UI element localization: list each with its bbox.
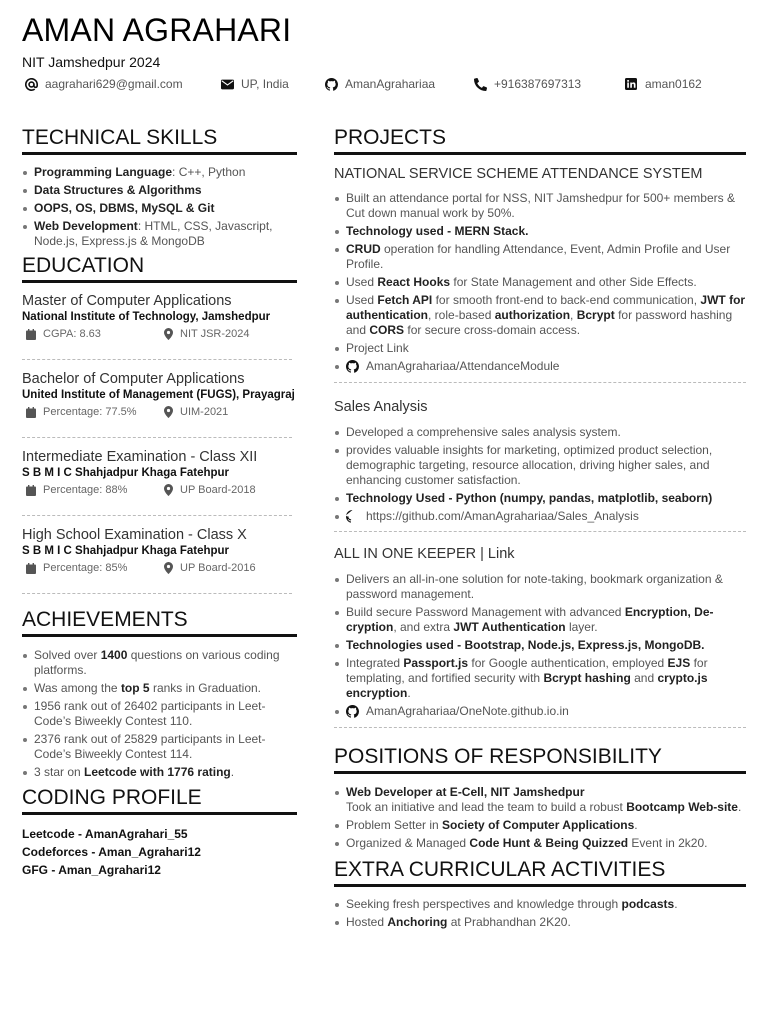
section-title: ACHIEVEMENTS (22, 608, 188, 631)
list-item: 3 star on Leetcode with 1776 rating. (22, 765, 297, 780)
section-rule (22, 152, 297, 155)
positions-section (334, 744, 746, 851)
map-marker-icon (164, 406, 173, 418)
coding-profile-codeforces: Codeforces - Aman_Agrahari12 (22, 845, 201, 859)
contact-location-text: UP, India (241, 77, 289, 91)
left-column (22, 125, 297, 879)
list-item: provides valuable insights for marketing, optimized product selection, demographic targeting, resource allocation, driving higher sales, and enhancing customer satisfaction. (334, 443, 746, 488)
calendar-icon (26, 329, 36, 340)
projects-section (334, 125, 746, 728)
edu-institute: National Institute of Technology, Jamshedpur (22, 311, 271, 323)
list-item: Project Link (334, 341, 746, 356)
list-item: Build secure Password Management with advanced Encryption, De-cryption, and extra JWT Authentication layer. (334, 605, 746, 635)
list-item: Was among the top 5 ranks in Graduation. (22, 681, 297, 696)
list-item: Data Structures & Algorithms (22, 183, 297, 198)
edu-place: UIM-2021 (164, 406, 228, 418)
list-item: Web Development: HTML, CSS, Javascript, Node.js, Express.js & MongoDB (22, 219, 297, 249)
map-marker-icon (164, 328, 173, 340)
list-item: 2376 rank out of 25829 participants in Leet-Code’s Biweekly Contest 114. (22, 732, 297, 762)
phone-icon (473, 77, 487, 91)
list-item: OOPS, OS, DBMS, MySQL & Git (22, 201, 297, 216)
edu-degree: Bachelor of Computer Applications (22, 371, 245, 387)
coding-profile-section (22, 785, 297, 879)
edu-score: Percentage: 88% (26, 484, 127, 496)
list-item: Integrated Passport.js for Google authentication, employed EJS for templating, and fortified security with Bcrypt hashing and crypto.js encryption. (334, 656, 746, 701)
linkedin-icon (624, 77, 638, 91)
divider (22, 359, 292, 360)
envelope-icon (220, 77, 234, 91)
list-item: Technology used - MERN Stack. (334, 224, 746, 239)
edu-institute: United Institute of Management (FUGS), Prayagraj (22, 389, 295, 401)
skills-list (22, 165, 297, 249)
right-column (334, 125, 746, 933)
contact-github[interactable] (324, 76, 435, 92)
list-item: Used React Hooks for State Management and other Side Effects. (334, 275, 746, 290)
education-entry (22, 370, 297, 431)
calendar-icon (26, 485, 36, 496)
edu-institute: S B M I C Shahjadpur Khaga Fatehpur (22, 545, 230, 557)
extra-curricular-section (334, 857, 746, 930)
section-rule (334, 771, 746, 774)
section-rule (22, 634, 297, 637)
github-icon (324, 77, 338, 91)
project-entry (334, 545, 746, 719)
calendar-icon (26, 563, 36, 574)
education-entry (22, 292, 297, 353)
list-item: Organized & Managed Code Hunt & Being Quizzed Event in 2k20. (334, 836, 746, 851)
contact-location (220, 76, 289, 92)
at-icon (24, 77, 38, 91)
github-icon (346, 360, 359, 373)
section-rule (334, 884, 746, 887)
list-item: Programming Language: C++, Python (22, 165, 297, 180)
list-item: Technology Used - Python (numpy, pandas, matplotlib, seaborn) (334, 491, 746, 506)
section-title: EXTRA CURRICULAR ACTIVITIES (334, 858, 666, 881)
coding-profile-leetcode: Leetcode - AmanAgrahari_55 (22, 827, 188, 841)
achievements-section (22, 607, 297, 780)
list-item: Solved over 1400 questions on various coding platforms. (22, 648, 297, 678)
divider (22, 515, 292, 516)
section-rule (22, 280, 297, 283)
edu-institute: S B M I C Shahjadpur Khaga Fatehpur (22, 467, 230, 479)
section-title: POSITIONS OF RESPONSIBILITY (334, 745, 662, 768)
education-section (22, 253, 297, 594)
skills-section (22, 125, 297, 249)
calendar-icon (26, 407, 36, 418)
project-entry (334, 165, 746, 374)
contact-phone[interactable] (473, 76, 581, 92)
list-item: 1956 rank out of 26402 participants in Leet-Code’s Biweekly Contest 110. (22, 699, 297, 729)
divider (22, 437, 292, 438)
achievements-list (22, 648, 297, 780)
project-title: NATIONAL SERVICE SCHEME ATTENDANCE SYSTEM (334, 166, 703, 182)
edu-degree: Intermediate Examination - Class XII (22, 449, 258, 465)
contact-github-text: AmanAgrahariaa (345, 77, 436, 91)
divider (334, 531, 746, 532)
contact-email-text: aagrahari629@gmail.com (45, 77, 183, 91)
resume-subtitle: NIT Jamshedpur 2024 (22, 54, 161, 70)
github-icon (346, 510, 359, 523)
resume-name: AMAN AGRAHARI (22, 12, 292, 48)
project-link[interactable]: AmanAgrahariaa/OneNote.github.io.in (334, 704, 746, 719)
edu-degree: High School Examination - Class X (22, 527, 247, 543)
education-entry (22, 526, 297, 587)
list-item: Delivers an all-in-one solution for note-taking, bookmark organization & password management. (334, 572, 746, 602)
edu-score: Percentage: 85% (26, 562, 127, 574)
edu-place: NIT JSR-2024 (164, 328, 250, 340)
project-title: Sales Analysis (334, 399, 428, 415)
divider (22, 593, 292, 594)
list-item: Seeking fresh perspectives and knowledge through podcasts. (334, 897, 746, 912)
project-entry (334, 398, 746, 524)
contact-linkedin-text: aman0162 (645, 77, 702, 91)
list-item: Web Developer at E-Cell, NIT Jamshedpur Took an initiative and lead the team to build a robust Bootcamp Web-site. (334, 785, 746, 815)
map-marker-icon (164, 484, 173, 496)
education-entry (22, 448, 297, 509)
contact-linkedin[interactable] (624, 76, 702, 92)
edu-score: CGPA: 8.63 (26, 328, 101, 340)
section-title: CODING PROFILE (22, 786, 202, 809)
edu-place: UP Board-2018 (164, 484, 256, 496)
project-link[interactable]: AmanAgrahariaa/AttendanceModule (334, 359, 746, 374)
list-item: Technologies used - Bootstrap, Node.js, Express.js, MongoDB. (334, 638, 746, 653)
list-item: Problem Setter in Society of Computer Applications. (334, 818, 746, 833)
project-link[interactable]: https://github.com/AmanAgrahariaa/Sales_Analysis (334, 509, 746, 524)
list-item: Used Fetch API for smooth front-end to back-end communication, JWT for authentication, role-based authorization, Bcrypt for password hashing and CORS for secure cross-domain access. (334, 293, 746, 338)
contact-phone-text: +916387697313 (494, 77, 582, 91)
edu-degree: Master of Computer Applications (22, 293, 232, 309)
section-title: TECHNICAL SKILLS (22, 126, 218, 149)
edu-score: Percentage: 77.5% (26, 406, 137, 418)
list-item: CRUD operation for handling Attendance, Event, Admin Profile and User Profile. (334, 242, 746, 272)
section-rule (22, 812, 297, 815)
list-item: Built an attendance portal for NSS, NIT Jamshedpur for 500+ members & Cut down manual work by 50%. (334, 191, 746, 221)
section-title: PROJECTS (334, 126, 447, 149)
list-item: Hosted Anchoring at Prabhandhan 2K20. (334, 915, 746, 930)
list-item: Developed a comprehensive sales analysis system. (334, 425, 746, 440)
section-rule (334, 152, 746, 155)
map-marker-icon (164, 562, 173, 574)
divider (334, 727, 746, 728)
coding-profile-gfg: GFG - Aman_Agrahari12 (22, 863, 161, 877)
section-title: EDUCATION (22, 254, 145, 277)
contact-email[interactable] (24, 76, 183, 92)
project-title[interactable]: ALL IN ONE KEEPER | Link (334, 546, 515, 562)
edu-place: UP Board-2016 (164, 562, 256, 574)
github-icon (346, 705, 359, 718)
divider (334, 382, 746, 383)
